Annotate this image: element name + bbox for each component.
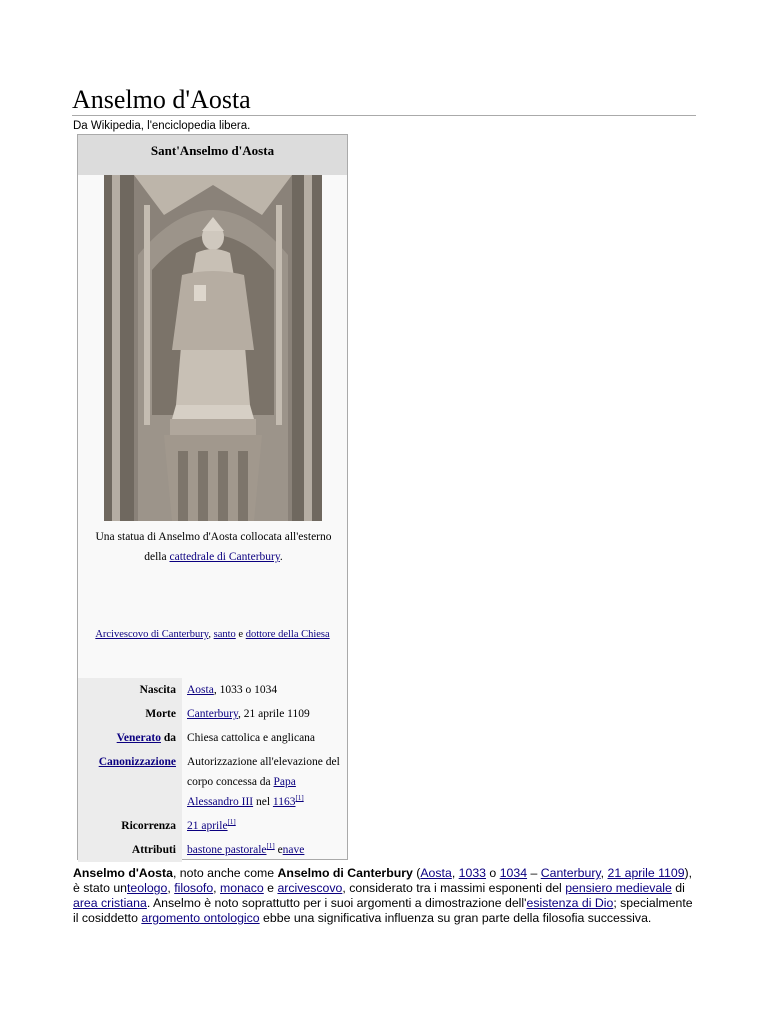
link-aosta[interactable]: Aosta [187,684,214,696]
text: di [671,881,685,895]
caption-end: . [279,551,283,563]
link-teologo[interactable]: teologo [127,881,168,895]
row-value-text: , 1033 o 1034 [213,684,278,696]
text: o [486,866,500,880]
row-label: Ricorrenza [78,814,182,838]
text: . Anselmo è noto soprattutto per i suoi argomenti a dimostrazione dell' [146,896,527,910]
link-argomento-ontologico[interactable]: argomento ontologico [141,911,260,925]
text: ), è stato un [73,866,693,895]
role-link-santo[interactable]: santo [213,629,236,640]
row-label: Nascita [78,678,182,702]
row-value [187,752,343,812]
text: , [451,866,459,880]
link-1163[interactable]: 1163 [272,796,296,808]
text: , [213,881,221,895]
infobox-row-attributi [78,838,347,862]
row-value-text: e [274,844,283,856]
caption-link-cattedrale[interactable]: cattedrale di Canterbury [169,551,280,563]
ref-link[interactable]: [1] [227,818,236,827]
link-canterbury[interactable]: Canterbury [540,866,601,880]
link-nave[interactable]: nave [282,844,305,856]
row-value-text: Autorizzazione all'elevazione del corpo concessa da [187,756,340,788]
row-value-text: nel [253,796,273,808]
text: , considerato tra i massimi esponenti del [342,881,566,895]
link-1034[interactable]: 1034 [499,866,528,880]
link-bastone-pastorale[interactable]: bastone pastorale [187,844,267,856]
link-esistenza-di-dio[interactable]: esistenza di Dio [526,896,614,910]
text: , [167,881,175,895]
text: , [600,866,608,880]
role-sep: , [208,629,214,640]
link-canterbury[interactable]: Canterbury [187,708,238,720]
infobox-row-venerato [78,726,347,750]
row-value [187,840,343,860]
caption-text: Una statua di Anselmo d'Aosta collocata all'esterno della [95,531,332,563]
role-link-arcivescovo[interactable]: Arcivescovo di Canterbury [95,629,209,640]
row-value-text: , 21 aprile 1109 [238,708,310,720]
bold-name: Anselmo d'Aosta [73,866,173,880]
page-title: Anselmo d'Aosta [72,86,696,116]
ref-link[interactable]: [1] [295,794,304,803]
link-21-aprile[interactable]: 21 aprile [187,820,228,832]
ref-link[interactable]: [1] [266,842,275,851]
link-aosta[interactable]: Aosta [420,866,452,880]
link-area-cristiana[interactable]: area cristiana [73,896,147,910]
page-subtitle: Da Wikipedia, l'enciclopedia libera. [73,120,251,132]
infobox-row-morte [78,702,347,726]
image-caption [84,527,343,567]
link-arcivescovo[interactable]: arcivescovo [277,881,343,895]
article-intro [73,866,693,926]
text: – [527,866,541,880]
role-sep: e [235,629,246,640]
row-label: Morte [78,702,182,726]
row-value [187,680,343,700]
text: ebbe una significativa influenza su gran parte della filosofia successiva. [259,911,652,925]
statue-photo [104,175,322,521]
link-1033[interactable]: 1033 [458,866,487,880]
bold-name: Anselmo di Canterbury [277,866,413,880]
infobox-header: Sant'Anselmo d'Aosta [78,135,347,175]
row-label-rest: da [160,732,176,744]
infobox-row-ricorrenza [78,814,347,838]
row-value: Chiesa cattolica e anglicana [187,732,316,744]
row-label: Attributi [78,838,182,862]
text: ; specialmente il cosiddetto [73,896,693,925]
infobox-row-canonizzazione [78,750,347,814]
link-21-aprile-1109[interactable]: 21 aprile 1109 [607,866,685,880]
role-link-dottore[interactable]: dottore della Chiesa [245,629,330,640]
row-value [187,704,343,724]
infobox [77,134,348,860]
link-venerato[interactable]: Venerato [116,732,161,744]
row-label [78,726,182,750]
text: , noto anche come [172,866,278,880]
row-label [78,750,182,814]
link-filosofo[interactable]: filosofo [174,881,214,895]
row-value [187,816,343,836]
infobox-row-nascita [78,678,347,702]
link-monaco[interactable]: monaco [220,881,264,895]
link-canonizzazione[interactable]: Canonizzazione [98,756,176,768]
link-papa-alessandro[interactable]: Papa Alessandro III [187,776,296,808]
text: ( [412,866,421,880]
infobox-roles [78,629,347,640]
text: e [263,881,278,895]
link-pensiero-medievale[interactable]: pensiero medievale [565,881,672,895]
